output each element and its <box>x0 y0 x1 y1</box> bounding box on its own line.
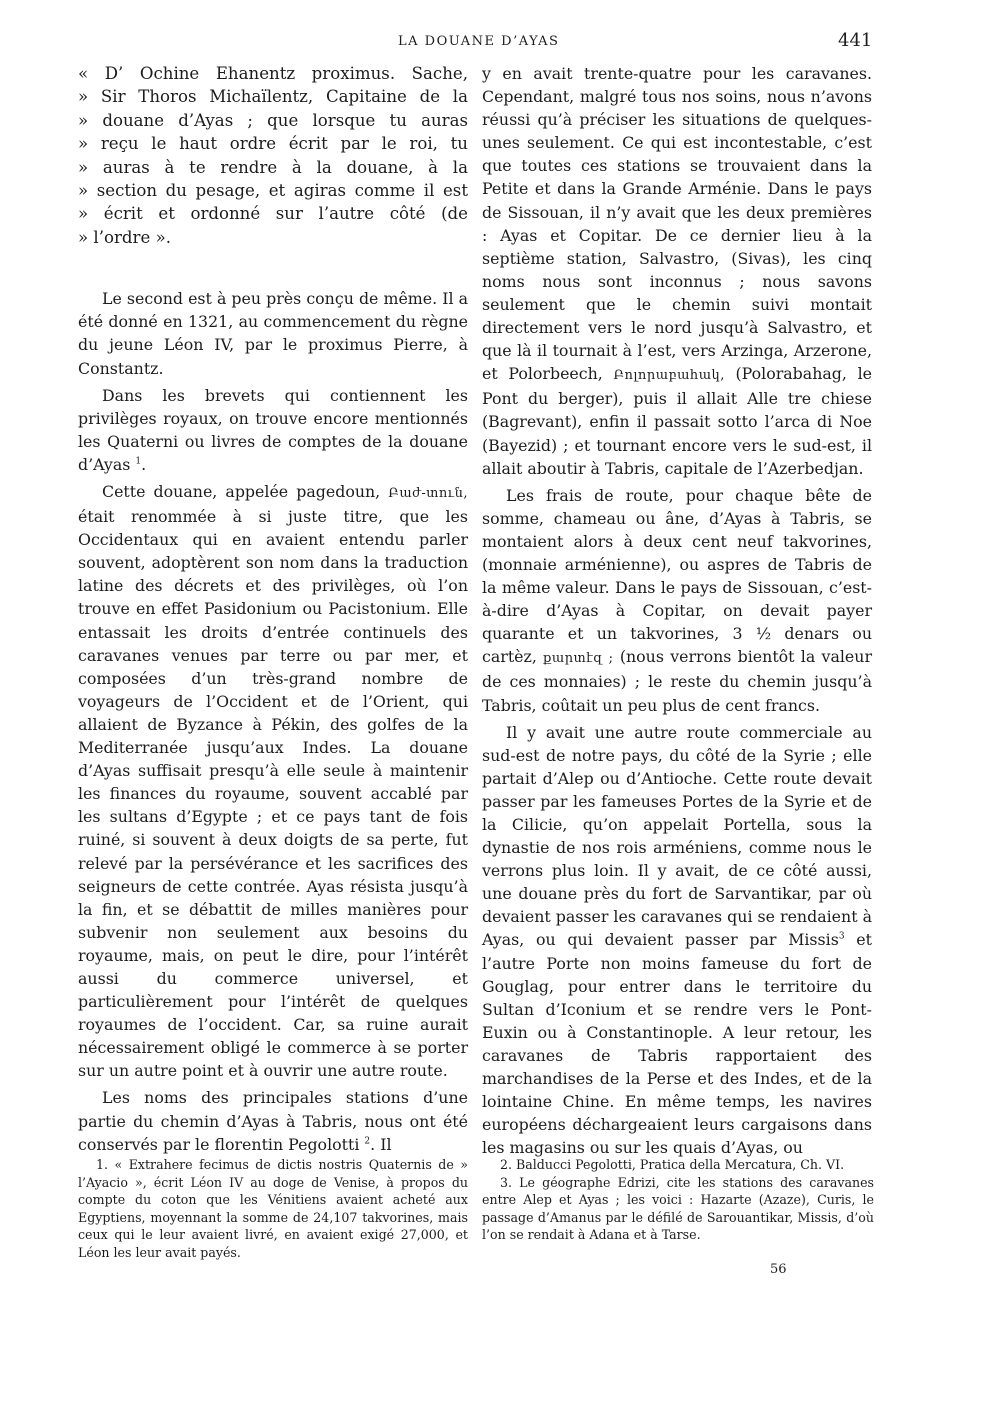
paragraph-text: et l’autre Porte non moins fameuse du fort de Gouglag, pour entrer dans le territoire du Sultan d’Iconium et se rendre vers le Pont-Euxin ou à Constantinople. A leur retour, les caravanes de Tabris rapportaient des marchandises de la Perse et des Indes, et de la lointaine Chine. En même temps, les navires européens déchargeaient leurs cargaisons dans les magasins ou sur les quais d’Ayas, ou <box>482 930 872 1158</box>
paragraph-text: (nous verrons bientôt la valeur de ces monnaies) ; le reste du chemin jusqu’à Tabris, coûtait un peu plus de cent francs. <box>482 647 873 715</box>
quote-line: « D’ Ochine Ehanentz proximus. Sache, <box>78 64 468 83</box>
quote-line: » l’ordre ». <box>78 227 172 247</box>
paragraph-text: y en avait trente-quatre pour les caravanes. Cependant, malgré tous nos soins, nous n’avons réussi qu’à préciser les situations de quelques-unes seulement. Ce qui est incontestable, c’est que toutes ces stations se trouvaient dans la Petite et dans la Grande Arménie. Dans le pays de Sissouan, il n’y avait que les deux premières : Ayas et Copitar. De ce dernier lieu à la septième station, Salvastro, (Sivas), les cinq noms nous sont inconnus ; nous savons seulement que le chemin suivi montait directement vers le nord jusqu’à Salvastro, et que là il tournait à l’est, vers Arzinga, Arzerone, et Polorbeech, <box>482 64 872 384</box>
paragraph-stations <box>78 1086 468 1155</box>
quote-line: » reçu le haut ordre écrit par le roi, tu <box>78 134 468 154</box>
armenian-word: Բոլորաբահակ, <box>613 368 725 384</box>
footnotes-left <box>78 1156 468 1262</box>
quote-line: » Sir Thoros Michaïlentz, Capitaine de la <box>78 87 468 107</box>
paragraph-text: Dans les brevets qui contiennent les privilèges royaux, on trouve encore mentionnés les Quaterni ou livres de comptes de la douane d’Ayas <box>78 385 468 474</box>
paragraph-text: Il y avait une autre route commerciale au sud-est de notre pays, du côté de la Syrie ; elle partait d’Alep ou d’Antioche. Cette route devait passer par les fameuses Portes de la Syrie et de la Cilicie, qu’on appelait Portella, sous la dynastie de nos rois arméniens, comme nous le verrons plus loin. Il y avait, de ce côté aussi, une douane près du fort de Sarvantikar, par où devaient passer les caravanes qui se rendaient à Ayas, ou qui devaient passer par Missis <box>482 722 872 950</box>
paragraph-brevets: Dans les brevets qui contiennent les privilèges royaux, on trouve encore mentionnés les Quaterni ou livres de comptes de la douane d’Ayas $^1$. <box>78 385 468 474</box>
printer-signature-mark: 56 <box>770 1262 787 1277</box>
paragraph-route-costs <box>482 484 872 717</box>
page-number: 441 <box>838 30 873 51</box>
royal-order-quote <box>78 62 468 249</box>
quote-line: » auras à te rendre à la douane, à la <box>78 157 468 177</box>
paragraph-text: Les noms des principales stations d’une partie du chemin d’Ayas à Tabris, nous ont été conservés par le florentin Pegolotti <box>78 1088 468 1154</box>
paragraph-text: (Polorabahag, le Pont du berger), puis il allait Alle tre chiese (Bagrevant), enfin il passait sotto l’arca di Noe (Bayezid) ; et tournant encore vers le sud-est, il allait aboutir à Tabris, capitale de l’Azerbedjan. <box>482 364 872 478</box>
armenian-word: քարտէզ ; <box>543 651 614 667</box>
paragraph-text: était renommée à si juste titre, que les Occidentaux qui en avaient entendu parler souvent, adoptèrent son nom dans la traduction latine des décrets et des privilèges, où l’on trouve en effet Pasidonium ou Pacistonium. Elle entassait les droits d’entrée continuels des caravanes venues par terre ou par mer, et composées d’un très-grand nombre de voyageurs de l’Occident et de l’Orient, qui allaient de Byzance à Pékin, des golfes de la Mediterranée jusqu’aux Indes. La douane d’Ayas suffisait presqu’à elle seule à maintenir les finances du royaume, souvent accablé par les sultans d’Egypte ; et ce pays tant de fois ruiné, si souvent à deux doigts de sa perte, fut relevé par la persévérance et les sacrifices des seigneurs de cette contrée. Ayas résista jusqu’à la fin, et se débattit de milles manières pour subvenir non seulement aux besoins du royaume, mais, on peut le dire, pour l’intérêt aussi du commerce universel, et particulièrement pour l’intérêt de quelques royaumes de l’occident. Car, sa ruine aurait nécessairement obligé le commerce à se porter sur un autre point et à ouvrir une autre route. <box>78 507 468 1081</box>
paragraph-text: . Il <box>370 1134 392 1154</box>
armenian-word: Բաժ-տուն, <box>388 486 468 501</box>
quote-line: » écrit et ordonné sur l’autre côté (de <box>78 204 468 224</box>
paragraph-second-order: Le second est à peu près conçu de même. Il a été donné en 1321, au commencement du règne du jeune Léon IV, par le proximus Pierre, à Constantz. <box>78 289 468 378</box>
footnote-ref-1: 1 <box>135 456 142 467</box>
running-title: LA DOUANE D’AYAS <box>398 34 560 49</box>
footnote-2: 2. Balducci Pegolotti, Pratica della Mercatura, Ch. VI. <box>500 1157 845 1172</box>
footnotes-right <box>482 1156 874 1244</box>
paragraph-syria-route <box>482 721 872 1160</box>
paragraph-pagedoun <box>78 480 468 1082</box>
footnote-ref-3: 3 <box>838 932 845 943</box>
left-column <box>78 62 468 1156</box>
paragraph-text: Cette douane, appelée pagedoun, <box>102 482 381 501</box>
paragraph-route <box>482 62 872 480</box>
footnote-ref-2: 2 <box>364 1136 371 1147</box>
footnote-1: 1. « Extrahere fecimus de dictis nostris Quaternis de » l’Ayacio », écrit Léon IV au doge de Venise, à propos du compte du coton que les Vénitiens avaient acheté aux Egyptiens, moyennant la somme de 24,107 takvorines, mais ceux qui le leur avaient livré, en avaient exigé 27,000, et Léon les leur avait payés. <box>78 1157 468 1260</box>
quote-line: » section du pesage, et agiras comme il est <box>78 181 468 201</box>
paragraph-text: Les frais de route, pour chaque bête de somme, chameau ou âne, d’Ayas à Tabris, se montaient alors à deux cent neuf takvorines, (monnaie arménienne), ou aspres de Tabris de la même valeur. Dans le pays de Sissouan, c’est-à-dire d’Ayas à Copitar, on devait payer quarante et un takvorines, 3 ½ denars ou cartèz, <box>482 485 872 667</box>
running-head <box>0 30 1000 54</box>
quote-line: » douane d’Ayas ; que lorsque tu auras <box>78 110 468 130</box>
right-column <box>482 62 872 1159</box>
footnote-3: 3. Le géographe Edrizi, cite les stations des caravanes entre Alep et Ayas ; les voici : Hazarte (Azaze), Curis, le passage d’Amanus par le défilé de Sarouantikar, Missis, d’où l’on se rendait à Adana et à Tarse. <box>482 1174 874 1243</box>
